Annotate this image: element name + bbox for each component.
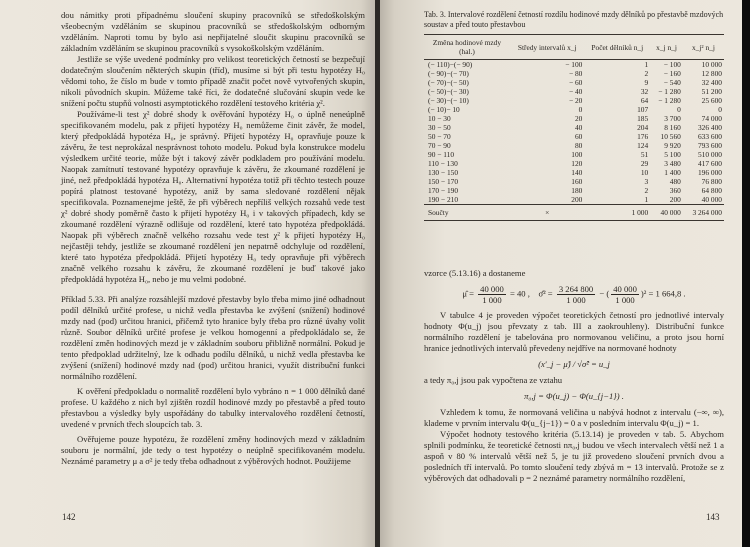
- numerator: 3 264 800: [558, 284, 594, 294]
- table-cell: 2: [644, 186, 649, 195]
- table-cell: − 160: [663, 69, 681, 78]
- table-cell: 1: [644, 195, 649, 204]
- eq-part: σ̂² =: [538, 288, 553, 299]
- fraction: [611, 284, 639, 305]
- table-cell: 190 − 210: [428, 195, 459, 204]
- table-cell: 633 600: [697, 132, 722, 141]
- table-cell: 10: [640, 168, 649, 177]
- eq-part: = 40 ,: [509, 288, 530, 299]
- frequency-table: [424, 34, 724, 221]
- table-cell: − 80: [568, 69, 583, 78]
- table-cell: 185: [637, 114, 649, 123]
- right-text-column: [424, 268, 724, 484]
- eq-part: −: [599, 288, 605, 299]
- table-cell: 70 − 90: [428, 141, 451, 150]
- estimate-equation: μ̂ = $\frac{40 000}{1 000}$ = 40 , σ̂² = $\frac{3 264 800}{1 000}$ − ( $\frac{40 000}{1 000}$ )² = 1 664,8 .: [462, 284, 686, 305]
- denominator: 1 000: [482, 295, 502, 305]
- table-cell: 10 000: [701, 60, 722, 69]
- table-row: [424, 150, 724, 159]
- table-row: [424, 132, 724, 141]
- table-cell: 10 − 30: [428, 114, 451, 123]
- probability-equation: π₀,j = Φ(u_j) − Φ(u_{j−1}) .: [524, 391, 624, 401]
- paragraph: Výpočet hodnoty testového kritéria (5.13.14) je proveden v tab. 5. Abychom splnili podmínku, že teoretické četnosti nπ₀,j budou ve všech intervalech větší než 1 a aspoň v 80 % intervalů větší než 5, je tu již provedeno sloučení prvních dvou a posledních tří intervalů. Po tomto sloučení tedy zbývá m = 13 intervalů. Protože se z výběrových dat odhadovali p = 2 neznámé parametry normálního rozdělení,: [424, 429, 724, 483]
- table-cell: (− 30)−(− 10): [428, 96, 469, 105]
- table-header: Změna hodinové mzdy (hal.): [424, 35, 510, 60]
- table-cell: − 1 280: [658, 96, 681, 105]
- table-cell: 360: [669, 186, 681, 195]
- table-cell: 9 920: [664, 141, 681, 150]
- paragraph: dou námitky proti případnému sloučení skupiny pracovníků se středoškolským všeobecným vzděláním se skupinou pracovníků se středoškolským odborným vzděláním. Naproti tomu by bylo asi nepřijatelné sloučit skupinu pracovníků se základním vzděláním se skupinou pracovníků s vysokoškolským vzděláním.: [61, 10, 365, 53]
- table-row: [424, 177, 724, 186]
- table-cell: 80: [574, 141, 583, 150]
- table-cell: 3 700: [664, 114, 681, 123]
- normalization-equation: (x′_j − μ̂) / √σ̂² = u_j: [538, 359, 610, 369]
- table-row: [424, 69, 724, 78]
- table-cell: − 100: [565, 60, 583, 69]
- table-cell: 29: [640, 159, 649, 168]
- table-cell: 9: [644, 78, 649, 87]
- table-cell: − 540: [663, 78, 681, 87]
- table-cell: 51 200: [701, 87, 722, 96]
- table-cell: 326 400: [697, 123, 722, 132]
- table-cell: − 60: [568, 78, 583, 87]
- table-cell: 60: [574, 132, 583, 141]
- table-cell: 150 − 170: [428, 177, 459, 186]
- table-cell: 10 560: [660, 132, 681, 141]
- denominator: 1 000: [566, 295, 586, 305]
- table-cell: 160: [571, 177, 583, 186]
- table-cell: 3 480: [664, 159, 681, 168]
- table-header-row: [424, 35, 724, 60]
- paragraph: vzorce (5.13.16) a dostaneme: [424, 268, 526, 278]
- paragraph: Používáme-li test χ² dobré shody k ověřování hypotézy H₀ o úplně neneúplně specifikovaném modelu, pak z přijetí hypotézy H₀ nemůžeme činit závěr, že model, který předpokládá hypotéza H₀, je správný. Přijetí hypotézy H₀ opravňuje pouze k závěru, že test neprokázal nesprávnost tohoto modelu. Pokud byla konstrukce modelu výsledkem určité teorie, může být i takový závěr podkladem pro používání modelu. Naopak zamítnutí testované hypotézy opravňuje k závěru, že zkoumané rozdělení je jiné, než předpokládá hypotéza H₀. Alternativní hypotéza totiž při těchto testech pouze popírá platnost testované hypotézy, aniž by sama sledované rozdělení nějak specifikovala. Poznamenejme ještě, že při výběrech nepříliš velkých rozsahů vede test χ² dobré shody poměrně často k přijetí hypotézy H₀ i v takových případech, kdy se zkoumané rozdělení výrazně odlišuje od rozdělení, které tato hypotéza předpokládá. Naopak při výběrech značně velkého rozsahu vede test χ² k přijetí hypotézy H₀ nejčastěji tehdy, jestliže se zkoumané rozdělení jen nepatrně odchyluje od rozdělení, které tato hypotéza předpokládá. Přijetí hypotézy H₀ tedy opravňuje při výběrech značně velkého rozsahu k závěru, že zkoumané rozdělení je buď takové jako předpokládá hypotéza H₀, nebo je mu velmi podobné.: [61, 109, 365, 284]
- table-row: [424, 105, 724, 114]
- table-cell: 32 400: [701, 78, 722, 87]
- table-cell: 0: [718, 105, 722, 114]
- table-cell: 30 − 50: [428, 123, 451, 132]
- table-cell: 1 400: [664, 168, 681, 177]
- table-cell: 130 − 150: [428, 168, 459, 177]
- table-row: [424, 141, 724, 150]
- paragraph: Jestliže se výše uvedené podmínky pro velikost teoretických četností se bezpečují dodatečným sloučením některých skupin (tříd), musíme si být při testu hypotézy H₀ vědomi toho, že číslo m bude v tomto případě značit počet nově vytvořených skupin, nikoli původních skupin. Můžeme také říci, že dodatečné slučování skupin vede ke snížení počtu stupňů volnosti asymptotického rozdělení testového kritéria χ².: [61, 54, 365, 108]
- table-header: Počet dělníků n_j: [584, 35, 650, 60]
- table-row: [424, 60, 724, 70]
- table-cell: 480: [669, 177, 681, 186]
- table-cell: (− 110)−(− 90): [428, 60, 473, 69]
- table-cell: 140: [571, 168, 583, 177]
- table-cell: 3 264 000: [683, 205, 724, 221]
- table-row: [424, 96, 724, 105]
- table-cell: 793 600: [697, 141, 722, 150]
- table-caption: Tab. 3. Intervalové rozdělení četností rozdílu hodinové mzdy dělníků po přestavbě mzdových soustav a před touto přestavbou: [424, 10, 724, 29]
- table-cell: − 40: [568, 87, 583, 96]
- paragraph: K ověření předpokladu o normalitě rozdělení bylo vybráno n = 1 000 dělníků dané profese. U každého z nich byl zjištěn rozdíl hodinové mzdy po přestavbě a před touto přestavbou a výsledky byly uspořádány do tabulky intervalového rozdělení četností, uvedené v prvních třech sloupcích tab. 3.: [61, 386, 365, 429]
- table-cell: 3: [644, 177, 649, 186]
- table-cell: 32: [640, 87, 649, 96]
- table-row: [424, 195, 724, 205]
- table-cell: 176: [637, 132, 649, 141]
- left-text-column: [61, 10, 365, 467]
- table-cell: 2: [644, 69, 649, 78]
- table-cell: 51: [640, 150, 649, 159]
- table-cell: 200: [669, 195, 681, 204]
- table-cell: 417 600: [697, 159, 722, 168]
- table-cell: (− 70)−(− 50): [428, 78, 469, 87]
- table-row: [424, 168, 724, 177]
- table-cell: ×: [510, 205, 584, 221]
- table-cell: 20: [574, 114, 583, 123]
- table-cell: 40 000: [650, 205, 683, 221]
- table-cell: − 100: [663, 60, 681, 69]
- table-row: [424, 186, 724, 195]
- table-cell: 64 800: [701, 186, 722, 195]
- table-header: x_j n_j: [650, 35, 683, 60]
- table-cell: 40 000: [701, 195, 722, 204]
- table-body: [424, 60, 724, 205]
- table-row: [424, 123, 724, 132]
- table-cell: 25 600: [701, 96, 722, 105]
- table-cell: 107: [637, 105, 649, 114]
- paragraph: V tabulce 4 je proveden výpočet teoretických četností pro jednotlivé intervaly hodnoty Φ(u_j) jsou převzaty z tab. III a zaokrouhleny). Distribuční funkce normálního rozdělení je tabelována pro normovanou veličinu, a proto jsou horní hranice jednotlivých intervalů převedeny nejdříve na normované hodnoty: [424, 310, 724, 353]
- fraction: [557, 284, 595, 305]
- table-cell: 200: [571, 195, 583, 204]
- table-cell: 120: [571, 159, 583, 168]
- page-number: 142: [62, 512, 76, 522]
- table-cell: − 1 280: [658, 87, 681, 96]
- table-cell: 204: [637, 123, 649, 132]
- table-header: Středy intervalů x_j: [510, 35, 584, 60]
- paragraph: a tedy π₀,j jsou pak vypočtena ze vztahu: [424, 375, 563, 385]
- example-paragraph: Příklad 5.33. Při analýze rozsáhlejší mzdové přestavby bylo třeba mimo jiné odhadnout podíl dělníků určité profese, u nichž vedla přestavba ke zvýšení (snížení) hodinové mzdy nad (pod) určitou hranici, přičemž tyto hranice byly třeba pro různé úvahy volit různě. Soubor dělníků určité profese je velkou homogenní a předpokládalo se, že rozdělení změn hodinových mezd je v základním souboru přibližně normální. Pokud je tento předpoklad udržitelný, lze k odhadu podílu dělníků, u nichž vedla přestavba ke zvýšení (snížení) hodinové mzdy nad (pod) určitou hranici, využít distribuční funkci normálního rozdělení.: [61, 294, 365, 381]
- table-cell: 1 000: [584, 205, 650, 221]
- table-cell: (− 90)−(− 70): [428, 69, 469, 78]
- table-cell: 510 000: [697, 150, 722, 159]
- table-cell: (− 50)−(− 30): [428, 87, 469, 96]
- table-cell: 40: [574, 123, 583, 132]
- numerator: 40 000: [613, 284, 637, 294]
- table-row: [424, 159, 724, 168]
- table-row: [424, 87, 724, 96]
- table-cell: 12 800: [701, 69, 722, 78]
- table-cell: 124: [637, 141, 649, 150]
- table-row: [424, 114, 724, 123]
- table-cell: 196 000: [697, 168, 722, 177]
- eq-part: μ̂ =: [462, 288, 475, 299]
- paragraph: Ověřujeme pouze hypotézu, že rozdělení změny hodinových mezd v základním souboru je normální, jde tedy o test hypotézy o neúplně specifikovaném modelu. Neznámé parametry μ a σ² je tedy třeba odhadnout z výběrových hodnot. Použijeme: [61, 434, 365, 466]
- table-cell: 8 160: [664, 123, 681, 132]
- table-cell: 50 − 70: [428, 132, 451, 141]
- paragraph: Vzhledem k tomu, že normovaná veličina u nabývá hodnot z intervalu (−∞, ∞), klademe v prvním intervalu Φ(u_{j−1}) = 0 a v posledním intervalu Φ(u_j) = 1.: [424, 407, 724, 428]
- table-cell: 110 − 130: [428, 159, 458, 168]
- eq-part: = 1 664,8 .: [648, 288, 686, 299]
- table-cell: (− 10)− 10: [428, 105, 460, 114]
- table-cell: 180: [571, 186, 583, 195]
- fraction: [478, 284, 506, 305]
- table-header: x_j² n_j: [683, 35, 724, 60]
- table-cell: − 20: [568, 96, 583, 105]
- table-cell: Součty: [424, 205, 510, 221]
- table-row: [424, 78, 724, 87]
- table-cell: 64: [640, 96, 649, 105]
- table-cell: 0: [578, 105, 583, 114]
- denominator: 1 000: [615, 295, 635, 305]
- table-cell: 5 100: [664, 150, 681, 159]
- table-cell: 100: [571, 150, 583, 159]
- table-cell: 1: [644, 60, 649, 69]
- page-number: 143: [706, 512, 720, 522]
- table-cell: 74 000: [701, 114, 722, 123]
- table-cell: 170 − 190: [428, 186, 459, 195]
- table-sum-row: [424, 205, 724, 221]
- table-cell: 0: [677, 105, 681, 114]
- numerator: 40 000: [480, 284, 504, 294]
- table-cell: 76 800: [701, 177, 722, 186]
- table-cell: 90 − 110: [428, 150, 455, 159]
- table-block: [424, 10, 724, 221]
